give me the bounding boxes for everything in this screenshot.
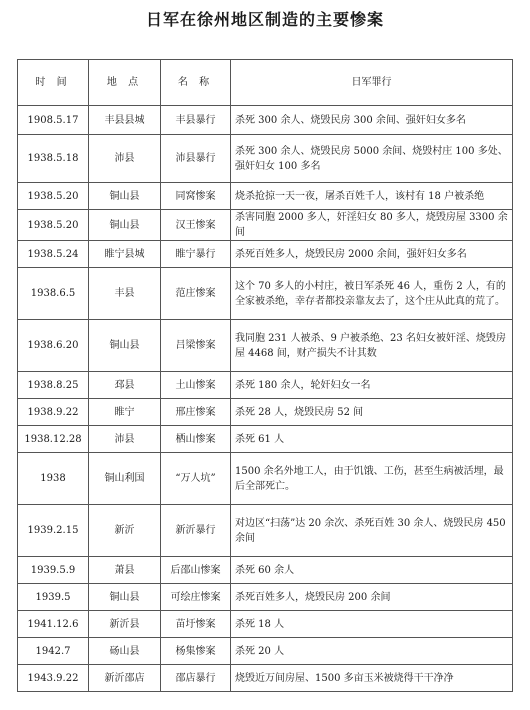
row-name-cell: 栖山惨案 (161, 426, 231, 453)
row-crime-cell: 杀死 20 人 (231, 638, 513, 665)
row-date-cell: 1938.6.5 (18, 268, 89, 320)
row-date-cell: 1939.5 (18, 584, 89, 611)
row-name-cell: 睢宁暴行 (161, 241, 231, 268)
document-title: 日军在徐州地区制造的主要惨案 (145, 10, 384, 29)
row-place-cell: 沛县 (89, 426, 161, 453)
row-name-cell: 新沂暴行 (161, 505, 231, 557)
row-name-cell: 同窝惨案 (161, 183, 231, 210)
table-row (18, 611, 513, 638)
row-date-cell: 1941.12.6 (18, 611, 89, 638)
header-crime: 日军罪行 (231, 60, 513, 106)
row-crime-cell: 杀死 300 余人、烧毁民房 300 余间、强奸妇女多名 (231, 106, 513, 135)
table-header-row (18, 60, 513, 106)
row-name-cell: “万人坑” (161, 453, 231, 505)
table-row (18, 557, 513, 584)
row-place-cell: 砀山县 (89, 638, 161, 665)
row-place-cell: 铜山县 (89, 210, 161, 241)
row-crime-cell: 这个 70 多人的小村庄，被日军杀死 46 人，重伤 2 人，有的全家被杀绝，幸存者都投亲靠友去了，这个庄从此真的荒了。 (231, 268, 513, 320)
table-row (18, 372, 513, 399)
table-row (18, 399, 513, 426)
row-date-cell: 1943.9.22 (18, 665, 89, 692)
row-date-cell: 1938.5.18 (18, 135, 89, 183)
atrocity-table (17, 59, 513, 692)
row-place-cell: 新沂邵店 (89, 665, 161, 692)
row-name-cell: 汉王惨案 (161, 210, 231, 241)
row-date-cell: 1938.8.25 (18, 372, 89, 399)
row-crime-cell: 对边区“扫荡”达 20 余次、杀死百姓 30 余人、烧毁民房 450 余间 (231, 505, 513, 557)
row-place-cell: 新沂县 (89, 611, 161, 638)
table-row (18, 183, 513, 210)
table-row (18, 241, 513, 268)
row-crime-cell: 杀死百姓多人，烧毁民房 200 余间 (231, 584, 513, 611)
row-place-cell: 丰县 (89, 268, 161, 320)
table-row (18, 106, 513, 135)
row-date-cell: 1938.12.28 (18, 426, 89, 453)
row-place-cell: 铜山县 (89, 320, 161, 372)
row-crime-cell: 杀死百姓多人，烧毁民房 2000 余间，强奸妇女多名 (231, 241, 513, 268)
row-date-cell: 1942.7 (18, 638, 89, 665)
row-date-cell: 1908.5.17 (18, 106, 89, 135)
table-row (18, 135, 513, 183)
row-name-cell: 土山惨案 (161, 372, 231, 399)
row-date-cell: 1938.9.22 (18, 399, 89, 426)
row-crime-cell: 杀死 28 人，烧毁民房 52 间 (231, 399, 513, 426)
row-date-cell: 1938.5.20 (18, 210, 89, 241)
row-crime-cell: 烧毁近万间房屋、1500 多亩玉米被烧得干干净净 (231, 665, 513, 692)
row-name-cell: 苗圩惨案 (161, 611, 231, 638)
row-place-cell: 睢宁 (89, 399, 161, 426)
row-place-cell: 萧县 (89, 557, 161, 584)
row-name-cell: 邵店暴行 (161, 665, 231, 692)
row-crime-cell: 杀死 61 人 (231, 426, 513, 453)
row-place-cell: 铜山县 (89, 183, 161, 210)
row-crime-cell: 1500 余名外地工人，由于饥饿、工伤，甚至生病被活埋，最后全部死亡。 (231, 453, 513, 505)
row-crime-cell: 烧杀抢掠一天一夜，屠杀百姓千人，该村有 18 户被杀绝 (231, 183, 513, 210)
row-place-cell: 铜山利国 (89, 453, 161, 505)
table-row (18, 426, 513, 453)
row-name-cell: 后邵山惨案 (161, 557, 231, 584)
table-row (18, 665, 513, 692)
header-name: 名 称 (161, 60, 231, 106)
table-row (18, 638, 513, 665)
row-crime-cell: 我同胞 231 人被杀、9 户被杀绝、23 名妇女被奸淫、烧毁房屋 4468 间，财产损失不计其数 (231, 320, 513, 372)
row-name-cell: 范庄惨案 (161, 268, 231, 320)
row-date-cell: 1938.5.20 (18, 183, 89, 210)
row-name-cell: 吕梁惨案 (161, 320, 231, 372)
table-row (18, 210, 513, 241)
row-date-cell: 1938.5.24 (18, 241, 89, 268)
row-place-cell: 邳县 (89, 372, 161, 399)
row-place-cell: 丰县县城 (89, 106, 161, 135)
row-name-cell: 沛县暴行 (161, 135, 231, 183)
row-place-cell: 睢宁县城 (89, 241, 161, 268)
row-name-cell: 可绘庄惨案 (161, 584, 231, 611)
row-crime-cell: 杀死 60 余人 (231, 557, 513, 584)
row-name-cell: 邢庄惨案 (161, 399, 231, 426)
table-row (18, 584, 513, 611)
row-date-cell: 1939.5.9 (18, 557, 89, 584)
header-place: 地 点 (89, 60, 161, 106)
row-date-cell: 1939.2.15 (18, 505, 89, 557)
row-place-cell: 铜山县 (89, 584, 161, 611)
table-row (18, 505, 513, 557)
row-date-cell: 1938 (18, 453, 89, 505)
header-date: 时 间 (18, 60, 89, 106)
table-row (18, 268, 513, 320)
row-crime-cell: 杀死 300 余人、烧毁民房 5000 余间、烧毁村庄 100 多处、强奸妇女 100 多名 (231, 135, 513, 183)
row-place-cell: 新沂 (89, 505, 161, 557)
table-row (18, 453, 513, 505)
row-crime-cell: 杀害同胞 2000 多人，奸淫妇女 80 多人，烧毁房屋 3300 余间 (231, 210, 513, 241)
row-crime-cell: 杀死 180 余人，轮奸妇女一名 (231, 372, 513, 399)
row-place-cell: 沛县 (89, 135, 161, 183)
row-crime-cell: 杀死 18 人 (231, 611, 513, 638)
row-name-cell: 丰县暴行 (161, 106, 231, 135)
row-date-cell: 1938.6.20 (18, 320, 89, 372)
row-name-cell: 杨集惨案 (161, 638, 231, 665)
table-row (18, 320, 513, 372)
